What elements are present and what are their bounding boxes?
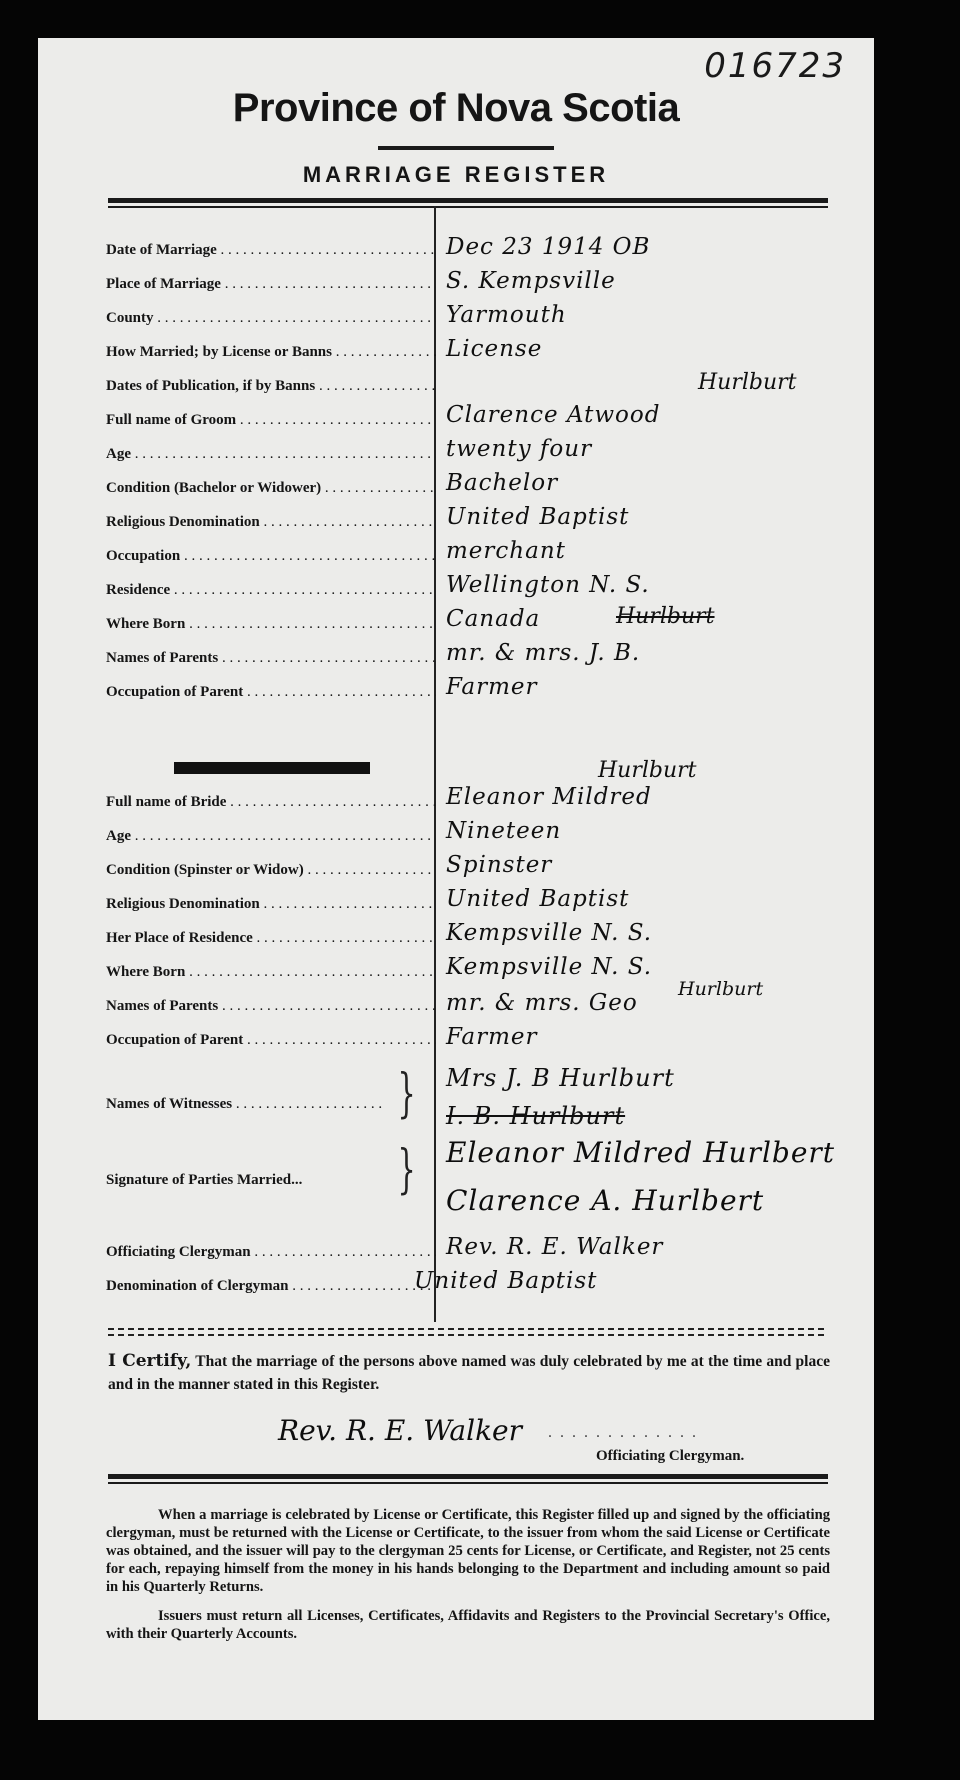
row-value-groom-name: Clarence Atwood: [446, 402, 661, 428]
row-value-clergy-denomination: United Baptist: [414, 1268, 598, 1294]
bride-parents-surname-annotation: Hurlburt: [678, 978, 764, 1000]
row-label-date: Date of Marriage . . .: [106, 242, 436, 264]
row-value-county: Yarmouth: [446, 302, 567, 328]
witness-2: I. B. Hurlburt: [446, 1102, 626, 1130]
row-value-bride-residence: Kempsville N. S.: [446, 920, 653, 946]
row-value-officiating-clergyman: Rev. R. E. Walker: [446, 1234, 664, 1260]
row-value-groom-born: Canada: [446, 606, 541, 632]
row-label-bride-condition: Condition (Spinster or Widow) . . .: [106, 862, 436, 884]
row-value-groom-parents: mr. & mrs. J. B.: [446, 640, 641, 666]
row-label-groom-parents: Names of Parents . . .: [106, 650, 436, 672]
register-paper: [38, 38, 874, 1720]
page-subtitle: MARRIAGE REGISTER: [302, 162, 610, 187]
born-strike-annotation: Hurlburt: [616, 604, 715, 629]
row-label-groom-born: Where Born . . .: [106, 616, 436, 638]
row-value-publication: [446, 370, 866, 400]
page-title: Province of Nova Scotia: [232, 86, 680, 130]
row-value-bride-born: Kempsville N. S.: [446, 954, 653, 980]
section-separator-bar: [174, 762, 370, 774]
row-label-publication: Dates of Publication, if by Banns . . .: [106, 378, 436, 400]
certify-text: That the marriage of the persons above named was duly celebrated by me at the time and place and in the manner stated in this Register.: [108, 1353, 830, 1393]
certify-signature-line: . . . . . . . . . . . . .: [548, 1424, 698, 1441]
header-rule-thick: [108, 198, 828, 203]
notice-block: [106, 1506, 830, 1654]
row-label-how-married: How Married; by License or Banns . . .: [106, 344, 436, 366]
witnesses-label: Names of Witnesses . . .: [106, 1096, 386, 1118]
notice-rule-thick: [108, 1474, 828, 1479]
row-value-groom-occupation: merchant: [446, 538, 566, 564]
row-value-bride-parents: mr. & mrs. Geo: [446, 990, 638, 1016]
column-divider: [434, 206, 436, 1322]
row-value-groom-parent-occupation: Farmer: [446, 674, 538, 700]
row-value-groom-condition: Bachelor: [446, 470, 559, 496]
row-label-groom-occupation: Occupation . . .: [106, 548, 436, 570]
row-value-groom-age: twenty four: [446, 436, 593, 462]
row-label-bride-parents: Names of Parents . . .: [106, 998, 436, 1020]
row-label-bride-residence: Her Place of Residence . . .: [106, 930, 436, 952]
row-value-how-married: License: [446, 336, 543, 362]
row-label-groom-religion: Religious Denomination . . .: [106, 514, 436, 536]
certify-role: Officiating Clergyman.: [596, 1448, 745, 1464]
row-value-bride-name: Eleanor Mildred: [446, 784, 652, 810]
notice-paragraph-2: Issuers must return all Licenses, Certificates, Affidavits and Registers to the Provincial Secretary's Office, with their Quarterly Accounts.: [106, 1608, 830, 1642]
witness-1: Mrs J. B Hurlburt: [446, 1064, 675, 1092]
signatures-label: Signature of Parties Married...: [106, 1172, 303, 1188]
certify-lead: I Certify,: [108, 1351, 192, 1371]
header-rule-thin: [108, 206, 828, 208]
notice-paragraph-1: When a marriage is celebrated by License or Certificate, this Register filled up and signed by the officiating clergyman, must be returned with the License or Certificate, to the issuer from whom the said License or Certificate was obtained, and the issuer will pay to the clergyman 25 cents for License, or Certificate, and Register, not 25 cents for each, repaying himself from the money in his hands belonging to the Department and including amount so paid in his Quarterly Returns.: [106, 1507, 830, 1595]
certify-rule-top-2: [108, 1334, 828, 1336]
row-value-groom-religion: United Baptist: [446, 504, 630, 530]
row-value-bride-parent-occupation: Farmer: [446, 1024, 538, 1050]
certify-statement: [108, 1350, 830, 1396]
document-number: 016723: [704, 46, 846, 86]
row-label-clergy-denomination: Denomination of Clergyman . . .: [106, 1278, 436, 1300]
signatures-brace: }: [397, 1140, 416, 1200]
row-value-bride-religion: United Baptist: [446, 886, 630, 912]
row-label-bride-parent-occupation: Occupation of Parent . . .: [106, 1032, 436, 1054]
witnesses-brace: }: [397, 1064, 416, 1124]
row-label-county: County . . .: [106, 310, 436, 332]
row-value-place: S. Kempsville: [446, 268, 616, 294]
signature-bride: Eleanor Mildred Hurlbert: [446, 1136, 836, 1169]
row-label-bride-age: Age . . .: [106, 828, 436, 850]
row-label-officiating-clergyman: Officiating Clergyman . . .: [106, 1244, 436, 1266]
row-value-date: Dec 23 1914 OB: [446, 234, 651, 260]
groom-surname-annotation: Hurlburt: [698, 370, 797, 395]
row-label-groom-name: Full name of Groom . . .: [106, 412, 436, 434]
certify-rule-top: [108, 1328, 828, 1330]
row-label-bride-religion: Religious Denomination . . .: [106, 896, 436, 918]
row-label-groom-condition: Condition (Bachelor or Widower) . . .: [106, 480, 436, 502]
certify-signature: Rev. R. E. Walker: [278, 1414, 522, 1447]
row-value-bride-age: Nineteen: [446, 818, 562, 844]
bride-surname-annotation: Hurlburt: [598, 758, 697, 783]
title-rule: [378, 146, 554, 150]
row-value-bride-condition: Spinster: [446, 852, 553, 878]
row-label-groom-age: Age . . .: [106, 446, 436, 468]
row-label-bride-name: Full name of Bride . . .: [106, 794, 436, 816]
row-label-groom-parent-occupation: Occupation of Parent . . .: [106, 684, 436, 706]
row-label-place: Place of Marriage . . .: [106, 276, 436, 298]
row-label-bride-born: Where Born . . .: [106, 964, 436, 986]
notice-rule-thin: [108, 1482, 828, 1484]
row-value-groom-residence: Wellington N. S.: [446, 572, 650, 598]
signature-groom: Clarence A. Hurlbert: [446, 1184, 765, 1217]
row-label-groom-residence: Residence . . .: [106, 582, 436, 604]
